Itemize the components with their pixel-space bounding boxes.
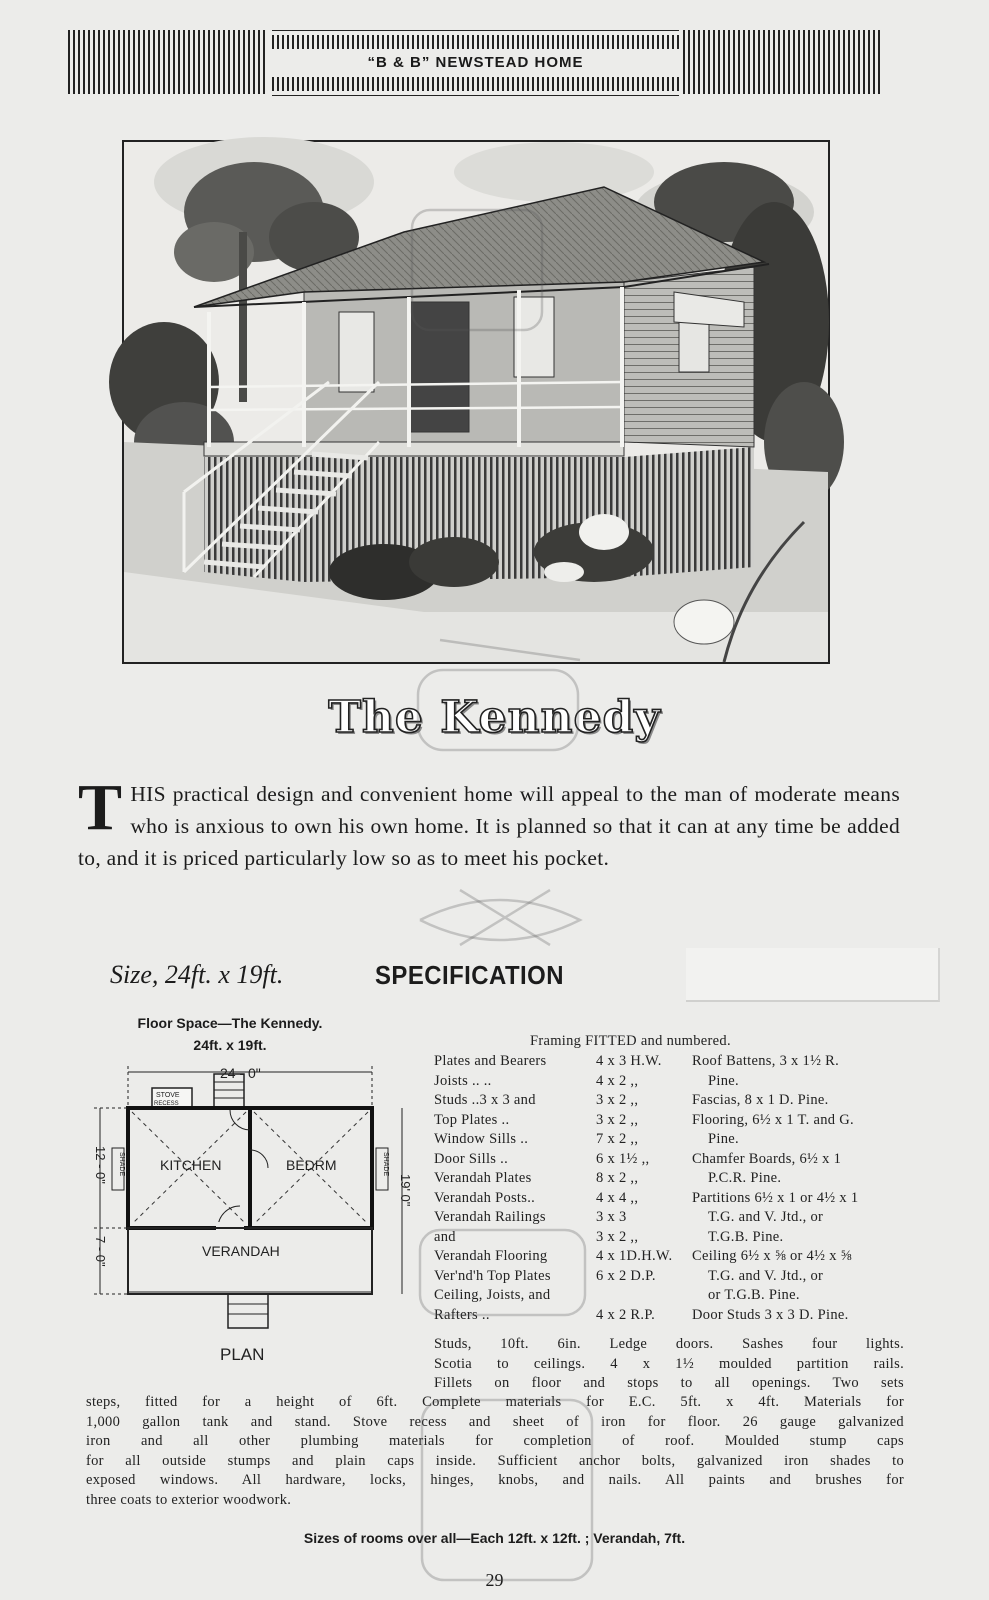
intro-paragraph bbox=[78, 771, 900, 874]
intro-text: HIS practical design and convenient home will appeal to the man of moderate means who is anxious to own his own home. It is planned so that it can at any time be added to, and it is priced particularly low so as to meet his pocket. bbox=[78, 782, 900, 870]
spec-right-row: Pine. bbox=[708, 1072, 739, 1089]
spec-left-row bbox=[434, 1208, 680, 1228]
spec-item-name: Rafters .. bbox=[434, 1306, 490, 1323]
plan-caption: PLAN bbox=[220, 1345, 265, 1364]
spec-right-row: Partitions 6½ x 1 or 4½ x 1 bbox=[692, 1189, 859, 1206]
spec-right-row: T.G. and V. Jtd., or bbox=[708, 1209, 824, 1225]
house-drawing bbox=[124, 142, 828, 662]
spec-left-row bbox=[434, 1052, 680, 1072]
floor-plan bbox=[90, 1065, 413, 1380]
spec-item-size: 8 x 2 ,, bbox=[596, 1170, 639, 1186]
spec-left-row bbox=[434, 1111, 680, 1131]
banner-title: “B & B” NEWSTEAD HOME bbox=[326, 53, 626, 73]
spec-left-row bbox=[434, 1130, 680, 1150]
spec-left-row bbox=[434, 1286, 680, 1306]
spec-item-size: 4 x 1D.H.W. bbox=[596, 1248, 673, 1264]
spec-item-size: 4 x 2 ,, bbox=[596, 1072, 639, 1089]
spec-item-size: 3 x 2 ,, bbox=[596, 1092, 639, 1108]
spec-right-row: Pine. bbox=[708, 1131, 739, 1147]
spec-item-name: Verandah Flooring bbox=[434, 1248, 548, 1264]
spec-right-row: Fascias, 8 x 1 D. Pine. bbox=[692, 1092, 829, 1108]
spec-item-name: Window Sills .. bbox=[434, 1131, 529, 1147]
spec-full-line: 1,000 gallon tank and stand. Stove recess and sheet of iron for floor. 26 gauge galvanized bbox=[86, 1413, 904, 1430]
spec-right-row: T.G.B. Pine. bbox=[708, 1228, 784, 1245]
spec-left-row bbox=[434, 1189, 680, 1209]
spec-item-size bbox=[596, 1286, 680, 1306]
plan-stove-label: STOVE bbox=[156, 1092, 180, 1099]
spec-continuation-line: Fillets on floor and stops to all openings. Two sets bbox=[434, 1375, 904, 1391]
spec-item-size: 3 x 2 ,, bbox=[596, 1111, 639, 1128]
spec-left-column bbox=[434, 1052, 680, 1325]
spec-right-row: Ceiling 6½ x ⅝ or 4½ x ⅝ bbox=[692, 1248, 852, 1264]
plan-width-dimension: 24 - 0" bbox=[220, 1065, 261, 1081]
spec-left-row bbox=[434, 1169, 680, 1189]
spec-left-row bbox=[434, 1072, 680, 1092]
spec-item-name: Joists .. .. bbox=[434, 1072, 492, 1089]
spec-full-line: steps, fitted for a height of 6ft. Complete materials for E.C. 5ft. x 4ft. Materials for bbox=[86, 1394, 904, 1410]
blank-label-patch bbox=[686, 948, 940, 1002]
spec-item-size: 3 x 3 bbox=[596, 1209, 627, 1225]
spec-continuation bbox=[434, 1335, 904, 1394]
spec-item-name: Verandah Railings bbox=[434, 1209, 546, 1225]
spec-item-size: 6 x 2 D.P. bbox=[596, 1267, 656, 1284]
spec-item-name: and bbox=[434, 1228, 456, 1245]
spec-item-name: Verandah Posts.. bbox=[434, 1189, 536, 1206]
banner-stripes-left bbox=[68, 30, 268, 94]
plan-height-right: 19' 0" bbox=[398, 1174, 413, 1207]
plan-height-top: 12 - 0" bbox=[93, 1146, 108, 1184]
spec-item-size: 6 x 1½ ,, bbox=[596, 1150, 650, 1167]
spec-item-name: Ver'nd'h Top Plates bbox=[434, 1267, 551, 1284]
spec-right-row: P.C.R. Pine. bbox=[708, 1170, 782, 1186]
spec-item-size: 4 x 4 ,, bbox=[596, 1189, 639, 1206]
plan-bedroom-label: BEDRM bbox=[286, 1157, 337, 1173]
plan-verandah-label: VERANDAH bbox=[202, 1243, 280, 1259]
spec-item-name: Door Sills .. bbox=[434, 1150, 508, 1167]
house-illustration bbox=[122, 140, 830, 664]
spec-item-size: 4 x 2 R.P. bbox=[596, 1306, 656, 1323]
size-label: Size, 24ft. x 19ft. bbox=[110, 960, 284, 989]
spec-framing-line: Framing FITTED and numbered. bbox=[530, 1033, 731, 1049]
plan-shade-left: SHADE bbox=[118, 1152, 125, 1177]
banner-stripes-right bbox=[683, 30, 883, 94]
spec-full-line: iron and all other plumbing materials for completion of roof. Moulded stump caps bbox=[86, 1433, 904, 1449]
spec-full-line: three coats to exterior woodwork. bbox=[86, 1491, 292, 1508]
spec-item-size: 3 x 2 ,, bbox=[596, 1228, 639, 1245]
house-name-title: The Kennedy bbox=[328, 692, 661, 743]
spec-continuation-line: Scotia to ceilings. 4 x 1½ moulded partition rails. bbox=[434, 1355, 904, 1372]
spec-item-size: 4 x 3 H.W. bbox=[596, 1053, 662, 1069]
floor-space-caption: Floor Space—The Kennedy. bbox=[137, 1015, 323, 1031]
specification-heading: SPECIFICATION bbox=[375, 960, 564, 990]
plan-kitchen-label: KITCHEN bbox=[160, 1157, 222, 1173]
spec-full-width bbox=[86, 1393, 904, 1510]
spec-left-row bbox=[434, 1247, 680, 1267]
spec-full-line: for all outside stumps and plain caps inside. Sufficient anchor bolts, galvanized iron shades to bbox=[86, 1452, 904, 1469]
plan-height-bottom: 7 - 0" bbox=[93, 1236, 108, 1267]
plan-stove-recess: RECESS bbox=[154, 1101, 179, 1107]
drop-cap: T bbox=[78, 771, 123, 844]
spec-right-row: Flooring, 6½ x 1 T. and G. bbox=[692, 1111, 854, 1128]
spec-left-row bbox=[434, 1091, 680, 1111]
page-number: 29 bbox=[485, 1570, 504, 1590]
spec-right-row: Roof Battens, 3 x 1½ R. bbox=[692, 1053, 840, 1069]
banner-center bbox=[272, 30, 679, 96]
spec-continuation-line: Studs, 10ft. 6in. Ledge doors. Sashes four lights. bbox=[434, 1336, 904, 1352]
spec-full-line: exposed windows. All hardware, locks, hinges, knobs, and nails. All paints and brushes for bbox=[86, 1472, 904, 1488]
spec-item-name: Ceiling, Joists, and bbox=[434, 1287, 551, 1303]
header-banner bbox=[68, 30, 883, 94]
spec-item-name: Studs ..3 x 3 and bbox=[434, 1092, 536, 1108]
spec-left-row bbox=[434, 1150, 680, 1170]
spec-item-name: Top Plates .. bbox=[434, 1111, 510, 1128]
spec-left-row bbox=[434, 1306, 680, 1326]
spec-right-row: Door Studs 3 x 3 D. Pine. bbox=[692, 1306, 849, 1323]
spec-item-size: 7 x 2 ,, bbox=[596, 1131, 639, 1147]
spec-right-row: T.G. and V. Jtd., or bbox=[708, 1267, 824, 1284]
spec-item-name: Verandah Plates bbox=[434, 1170, 532, 1186]
plan-shade-right: SHADE bbox=[382, 1152, 389, 1177]
floor-space-dimensions: 24ft. x 19ft. bbox=[193, 1037, 267, 1053]
spec-left-row bbox=[434, 1267, 680, 1287]
spec-item-name: Plates and Bearers bbox=[434, 1053, 547, 1069]
sizes-of-rooms: Sizes of rooms over all—Each 12ft. x 12ft. ; Verandah, 7ft. bbox=[303, 1530, 686, 1546]
spec-right-row: Chamfer Boards, 6½ x 1 bbox=[692, 1150, 842, 1167]
spec-right-row: or T.G.B. Pine. bbox=[708, 1287, 800, 1303]
spec-left-row bbox=[434, 1228, 680, 1248]
spec-right-column bbox=[692, 1052, 904, 1325]
